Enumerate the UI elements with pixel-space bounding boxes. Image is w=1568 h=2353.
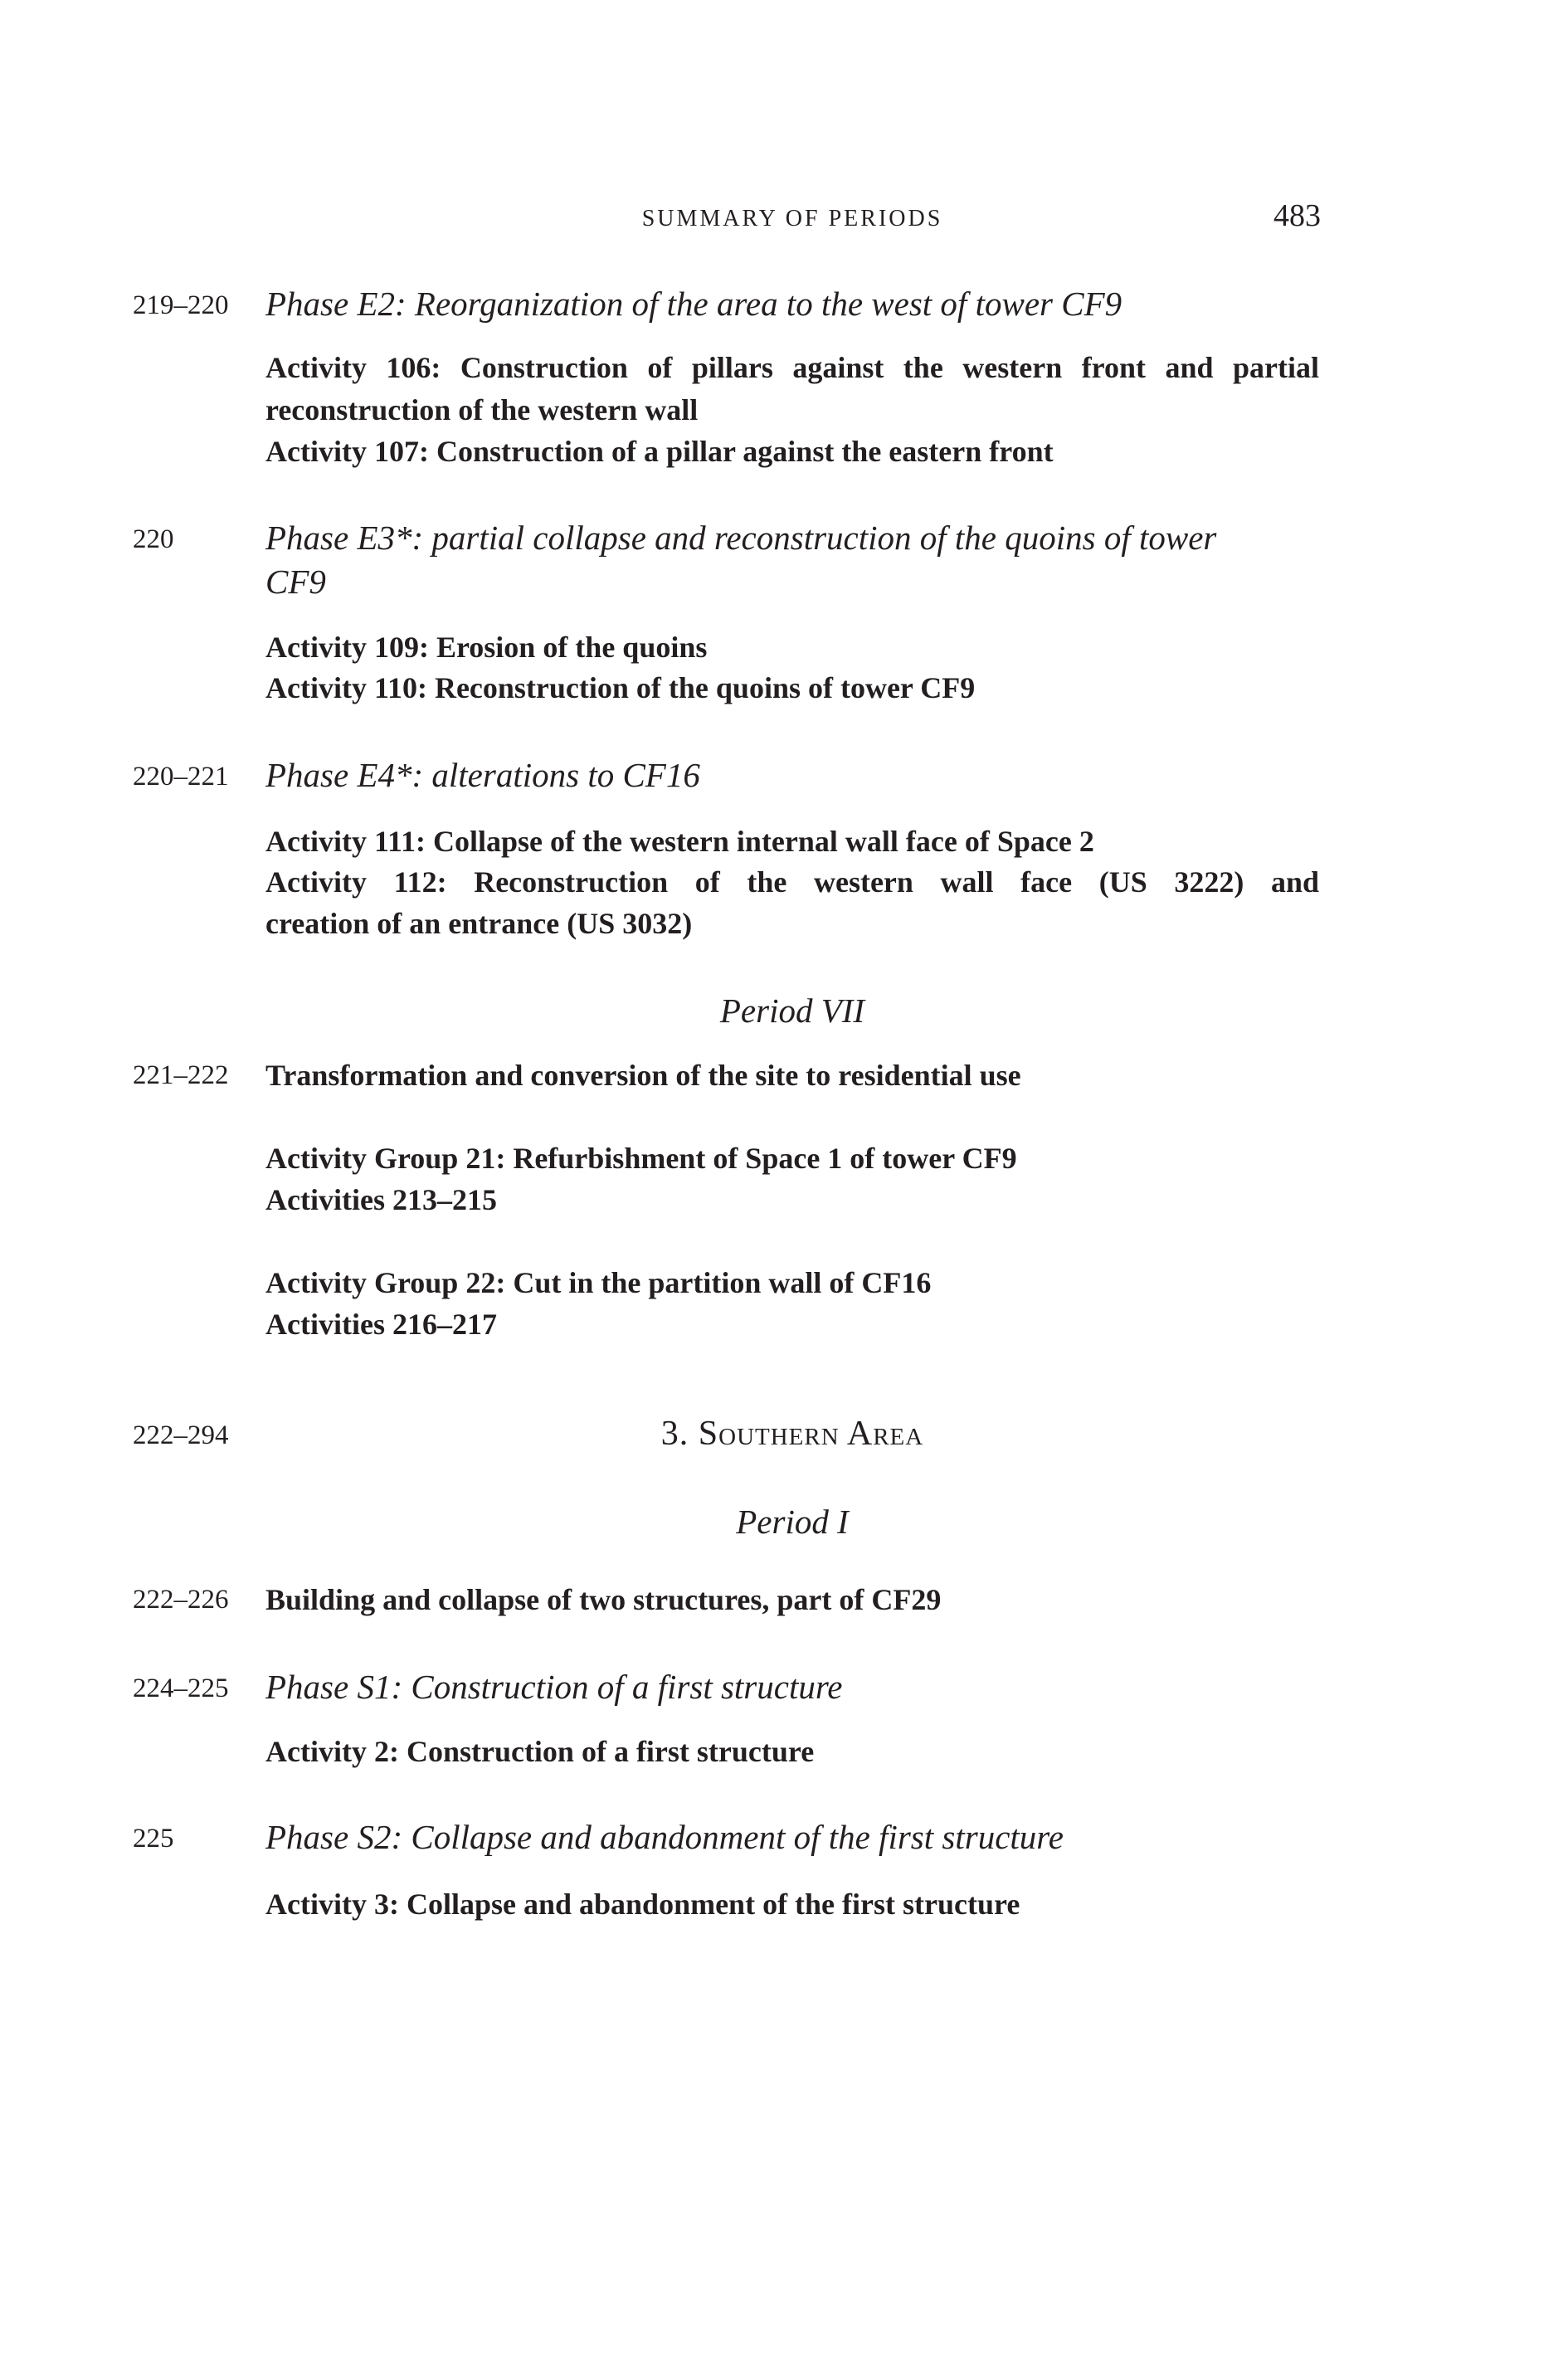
period-heading: Period VII xyxy=(719,991,865,1030)
page-number: 483 xyxy=(1273,198,1321,233)
page-range: 225 xyxy=(133,1824,174,1854)
activity-line: Activity 111: Collapse of the western internal wall face of Space 2 xyxy=(265,825,1094,858)
activity-line: Activity 3: Collapse and abandonment of the first structure xyxy=(265,1888,1020,1921)
activity-line: Activity 107: Construction of a pillar against the eastern front xyxy=(265,435,1054,468)
phase-title: Phase S2: Collapse and abandonment of the first structure xyxy=(265,1818,1064,1856)
period-heading: Period I xyxy=(736,1503,849,1541)
page-range: 219–220 xyxy=(133,290,229,320)
activity-range: Activities 213–215 xyxy=(265,1183,497,1216)
activity-line: Activity 106: Construction of pillars against the western front and partial xyxy=(265,351,1319,384)
phase-title: Phase E3*: partial collapse and reconstruction of the quoins of tower xyxy=(265,519,1217,557)
period-title: Transformation and conversion of the site to residential use xyxy=(265,1059,1021,1092)
activity-line: Activity 2: Construction of a first structure xyxy=(265,1735,815,1768)
page-range: 222–226 xyxy=(133,1585,229,1615)
area-heading: 3. Southern Area xyxy=(660,1415,924,1453)
activity-group: Activity Group 21: Refurbishment of Space 1 of tower CF9 xyxy=(265,1142,1017,1175)
running-head: SUMMARY OF PERIODS xyxy=(641,206,943,231)
activity-line: reconstruction of the western wall xyxy=(265,393,699,426)
page-range: 222–294 xyxy=(133,1420,229,1450)
activity-line: Activity 110: Reconstruction of the quoins of tower CF9 xyxy=(265,671,976,704)
phase-title: Phase S1: Construction of a first structure xyxy=(265,1668,843,1706)
activity-group: Activity Group 22: Cut in the partition wall of CF16 xyxy=(265,1266,932,1299)
activity-line: Activity 112: Reconstruction of the western wall face (US 3222) and xyxy=(265,865,1319,899)
page-range: 224–225 xyxy=(133,1673,229,1703)
page-range: 221–222 xyxy=(133,1060,229,1090)
page-range: 220 xyxy=(133,524,174,554)
period-title: Building and collapse of two structures, part of CF29 xyxy=(265,1583,942,1616)
phase-title-continued: CF9 xyxy=(265,563,326,601)
phase-title: Phase E2: Reorganization of the area to the west of tower CF9 xyxy=(265,285,1122,323)
page-range: 220–221 xyxy=(133,762,229,792)
activity-range: Activities 216–217 xyxy=(265,1308,497,1341)
phase-title: Phase E4*: alterations to CF16 xyxy=(265,756,700,794)
activity-line: Activity 109: Erosion of the quoins xyxy=(265,631,708,664)
activity-line: creation of an entrance (US 3032) xyxy=(265,907,693,940)
